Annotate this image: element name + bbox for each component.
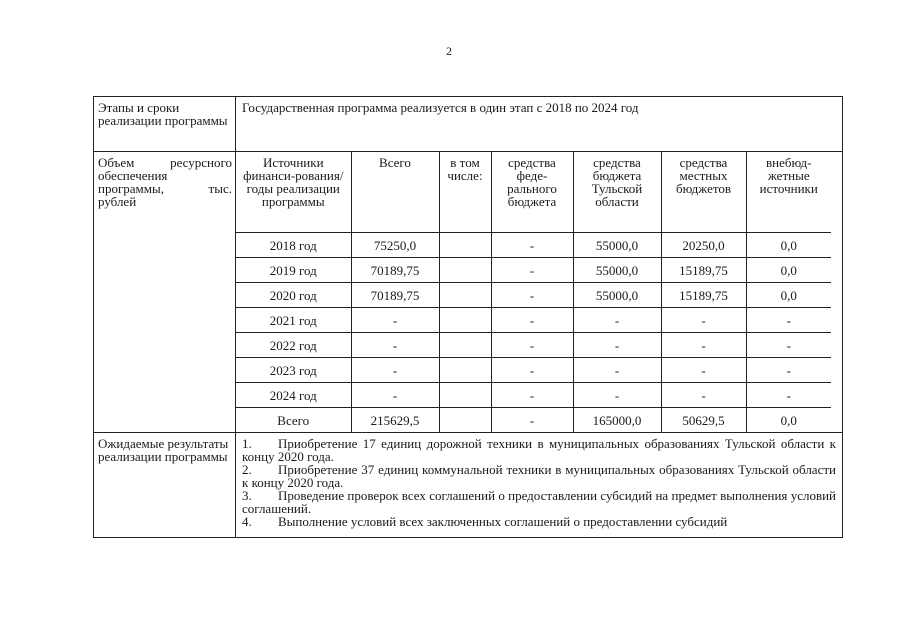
- funding-row: [236, 408, 831, 433]
- cell-federal: -: [491, 283, 573, 308]
- result-item: [242, 489, 836, 515]
- cell-total: -: [351, 383, 439, 408]
- cell-year: 2022 год: [236, 333, 351, 358]
- cell-federal: -: [491, 233, 573, 258]
- header-federal: средства феде-рального бюджета: [491, 152, 573, 233]
- result-item: [242, 515, 836, 528]
- cell-local: -: [661, 308, 746, 333]
- cell-year: 2023 год: [236, 358, 351, 383]
- stages-row: [94, 97, 843, 152]
- cell-total: 70189,75: [351, 283, 439, 308]
- header-total: Всего: [351, 152, 439, 233]
- cell-regional: 165000,0: [573, 408, 661, 433]
- cell-total: 75250,0: [351, 233, 439, 258]
- page-number: 2: [446, 44, 452, 58]
- funding-row: [236, 358, 831, 383]
- result-item-text: Выполнение условий всех заключенных соглашений о предоставлении субсидий: [278, 514, 728, 529]
- cell-extrabudget: -: [746, 333, 831, 358]
- program-passport-table: [93, 96, 843, 538]
- stages-text: Государственная программа реализуется в один этап с 2018 по 2024 год: [236, 97, 843, 152]
- funding-row: [236, 308, 831, 333]
- cell-including: [439, 333, 491, 358]
- resources-label: Объем ресурсного обеспечения программы, тыс. рублей: [94, 152, 236, 433]
- header-local: средства местных бюджетов: [661, 152, 746, 233]
- cell-regional: 55000,0: [573, 233, 661, 258]
- cell-extrabudget: -: [746, 358, 831, 383]
- resources-row: [94, 152, 843, 433]
- cell-year: 2018 год: [236, 233, 351, 258]
- cell-regional: -: [573, 358, 661, 383]
- cell-extrabudget: 0,0: [746, 233, 831, 258]
- header-including: в том числе:: [439, 152, 491, 233]
- cell-extrabudget: -: [746, 383, 831, 408]
- cell-local: 50629,5: [661, 408, 746, 433]
- cell-extrabudget: 0,0: [746, 283, 831, 308]
- funding-header-row: [236, 152, 831, 233]
- cell-total: 215629,5: [351, 408, 439, 433]
- cell-including: [439, 408, 491, 433]
- result-item-number: 3.: [242, 488, 252, 503]
- cell-year: 2021 год: [236, 308, 351, 333]
- cell-year: 2019 год: [236, 258, 351, 283]
- funding-row: [236, 233, 831, 258]
- results-list: [242, 437, 836, 528]
- cell-regional: -: [573, 333, 661, 358]
- result-item-number: 1.: [242, 436, 252, 451]
- cell-regional: -: [573, 383, 661, 408]
- cell-local: 15189,75: [661, 283, 746, 308]
- result-item: [242, 437, 836, 463]
- results-row: [94, 433, 843, 538]
- cell-total: -: [351, 333, 439, 358]
- funding-table: [236, 152, 831, 432]
- cell-year: 2024 год: [236, 383, 351, 408]
- funding-row: [236, 383, 831, 408]
- cell-including: [439, 308, 491, 333]
- cell-including: [439, 233, 491, 258]
- header-extrabudget: внебюд-жетные источники: [746, 152, 831, 233]
- cell-including: [439, 383, 491, 408]
- cell-total: 70189,75: [351, 258, 439, 283]
- cell-total: -: [351, 358, 439, 383]
- cell-federal: -: [491, 383, 573, 408]
- cell-including: [439, 258, 491, 283]
- funding-row: [236, 333, 831, 358]
- cell-federal: -: [491, 333, 573, 358]
- cell-federal: -: [491, 358, 573, 383]
- result-item-number: 2.: [242, 462, 252, 477]
- cell-extrabudget: 0,0: [746, 258, 831, 283]
- result-item-text: Проведение проверок всех соглашений о предоставлении субсидий на предмет выполнения условий соглашений.: [242, 488, 836, 516]
- results-content: [236, 433, 843, 538]
- header-sources: Источники финанси-рования/ годы реализации программы: [236, 152, 351, 233]
- result-item-text: Приобретение 17 единиц дорожной техники в муниципальных образованиях Тульской области к концу 2020 года.: [242, 436, 836, 464]
- cell-local: -: [661, 383, 746, 408]
- cell-local: 15189,75: [661, 258, 746, 283]
- cell-including: [439, 283, 491, 308]
- funding-row: [236, 283, 831, 308]
- header-regional: средства бюджета Тульской области: [573, 152, 661, 233]
- result-item-text: Приобретение 37 единиц коммунальной техники в муниципальных образованиях Тульской области к концу 2020 года.: [242, 462, 836, 490]
- results-label: Ожидаемые результаты реализации программы: [94, 433, 236, 538]
- stages-label: Этапы и сроки реализации программы: [94, 97, 236, 152]
- cell-regional: 55000,0: [573, 258, 661, 283]
- result-item-number: 4.: [242, 514, 252, 529]
- cell-year: Всего: [236, 408, 351, 433]
- cell-extrabudget: 0,0: [780, 412, 797, 428]
- cell-local: 20250,0: [661, 233, 746, 258]
- cell-local: -: [661, 333, 746, 358]
- cell-total: -: [351, 308, 439, 333]
- cell-extrabudget: -: [746, 308, 831, 333]
- cell-including: [439, 358, 491, 383]
- cell-federal: -: [491, 308, 573, 333]
- cell-federal: -: [491, 408, 573, 433]
- cell-federal: -: [491, 258, 573, 283]
- cell-regional: 55000,0: [573, 283, 661, 308]
- funding-row: [236, 258, 831, 283]
- resources-content: [236, 152, 843, 433]
- cell-regional: -: [573, 308, 661, 333]
- cell-local: -: [661, 358, 746, 383]
- cell-year: 2020 год: [236, 283, 351, 308]
- result-item: [242, 463, 836, 489]
